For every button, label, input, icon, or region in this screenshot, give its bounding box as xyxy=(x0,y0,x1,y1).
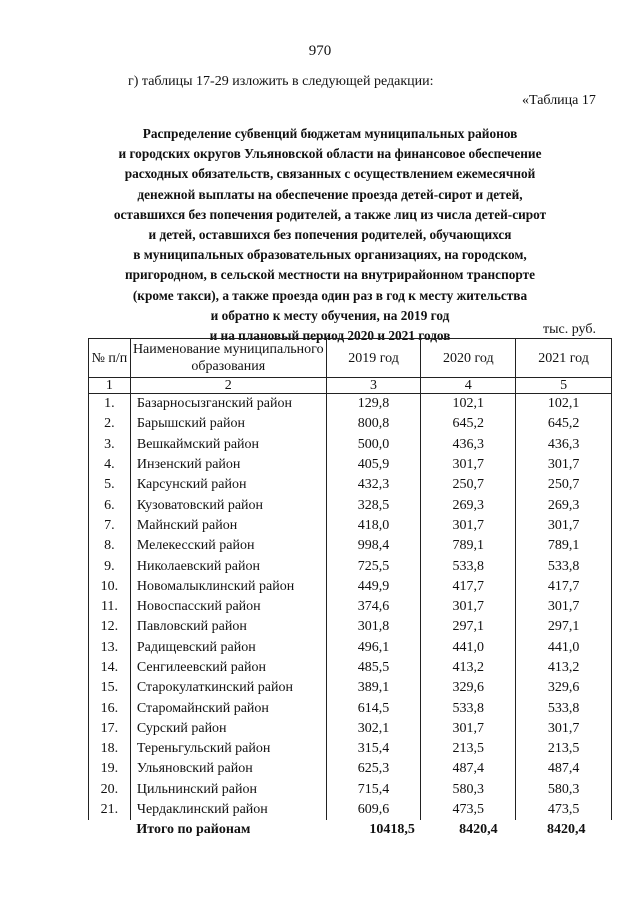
value-2020: 441,0 xyxy=(421,638,516,658)
value-2019: 328,5 xyxy=(326,495,421,515)
value-2020: 301,7 xyxy=(421,516,516,536)
value-2021: 413,2 xyxy=(516,658,612,678)
value-2019: 625,3 xyxy=(326,759,421,779)
column-number: 1 xyxy=(89,378,131,394)
municipality-name: Сенгилеевский район xyxy=(130,658,326,678)
municipality-name: Старокулаткинский район xyxy=(130,678,326,698)
table-row xyxy=(89,759,612,779)
value-2020: 417,7 xyxy=(421,577,516,597)
row-number: 20. xyxy=(89,780,131,800)
table-row xyxy=(89,577,612,597)
header-2020: 2020 год xyxy=(421,339,516,378)
value-2020: 533,8 xyxy=(421,556,516,576)
municipality-name: Сурский район xyxy=(130,719,326,739)
heading-line: и обратно к месту обучения, на 2019 год xyxy=(210,307,450,323)
value-2020: 413,2 xyxy=(421,658,516,678)
value-2020: 301,7 xyxy=(421,597,516,617)
row-number: 21. xyxy=(89,800,131,820)
row-number: 5. xyxy=(89,475,131,495)
heading-line: в муниципальных образовательных организациях, на городском, xyxy=(133,247,527,263)
municipality-name: Базарносызганский район xyxy=(130,394,326,415)
row-number: 10. xyxy=(89,577,131,597)
municipality-name: Новомалыклинский район xyxy=(130,577,326,597)
municipality-name: Инзенский район xyxy=(130,455,326,475)
table-row xyxy=(89,658,612,678)
total-label: Итого по районам xyxy=(136,822,251,838)
table-row xyxy=(89,739,612,759)
row-number: 18. xyxy=(89,739,131,759)
municipality-name: Цильнинский район xyxy=(130,780,326,800)
municipality-name: Майнский район xyxy=(130,516,326,536)
value-2019: 432,3 xyxy=(326,475,421,495)
value-2021: 269,3 xyxy=(516,495,612,515)
municipality-name: Кузоватовский район xyxy=(130,495,326,515)
table-row xyxy=(89,800,612,820)
row-number: 14. xyxy=(89,658,131,678)
value-2019: 405,9 xyxy=(326,455,421,475)
value-2019: 302,1 xyxy=(326,719,421,739)
municipality-name: Радищевский район xyxy=(130,638,326,658)
table-row xyxy=(89,516,612,536)
total-2021: 8420,4 xyxy=(547,822,586,838)
table-row xyxy=(89,719,612,739)
value-2021: 487,4 xyxy=(516,759,612,779)
value-2020: 473,5 xyxy=(421,800,516,820)
heading-line: оставшихся без попечения родителей, а также лиц из числа детей-сирот xyxy=(113,206,547,222)
total-num xyxy=(89,820,131,840)
total-2019: 10418,5 xyxy=(369,822,415,838)
column-number: 4 xyxy=(421,378,516,394)
value-2019: 374,6 xyxy=(326,597,421,617)
value-2021: 580,3 xyxy=(516,780,612,800)
table-row xyxy=(89,780,612,800)
column-number: 5 xyxy=(516,378,612,394)
total-2020: 8420,4 xyxy=(459,822,498,838)
value-2020: 487,4 xyxy=(421,759,516,779)
value-2019: 389,1 xyxy=(326,678,421,698)
municipality-name: Карсунский район xyxy=(130,475,326,495)
heading-line: расходных обязательств, связанных с осуществлением ежемесячной xyxy=(124,166,536,182)
row-number: 1. xyxy=(89,394,131,415)
municipality-name: Чердаклинский район xyxy=(130,800,326,820)
page-number: 970 xyxy=(308,43,332,59)
table-row xyxy=(89,698,612,718)
units-label: тыс. руб. xyxy=(543,322,596,337)
value-2020: 213,5 xyxy=(421,739,516,759)
table-row xyxy=(89,495,612,515)
value-2020: 436,3 xyxy=(421,435,516,455)
value-2019: 715,4 xyxy=(326,780,421,800)
heading-line: и детей, оставшихся без попечения родителей, обучающихся xyxy=(148,227,512,243)
value-2019: 998,4 xyxy=(326,536,421,556)
value-2021: 329,6 xyxy=(516,678,612,698)
value-2021: 301,7 xyxy=(516,516,612,536)
row-number: 19. xyxy=(89,759,131,779)
value-2021: 301,7 xyxy=(516,455,612,475)
table-row xyxy=(89,435,612,455)
table-row xyxy=(89,394,612,415)
value-2021: 533,8 xyxy=(516,698,612,718)
value-2019: 500,0 xyxy=(326,435,421,455)
subvention-table xyxy=(88,338,612,841)
value-2020: 580,3 xyxy=(421,780,516,800)
value-2021: 473,5 xyxy=(516,800,612,820)
value-2021: 789,1 xyxy=(516,536,612,556)
value-2020: 329,6 xyxy=(421,678,516,698)
row-number: 2. xyxy=(89,414,131,434)
value-2019: 418,0 xyxy=(326,516,421,536)
row-number: 9. xyxy=(89,556,131,576)
table-heading xyxy=(80,124,580,346)
value-2020: 250,7 xyxy=(421,475,516,495)
municipality-name: Николаевский район xyxy=(130,556,326,576)
table-row xyxy=(89,536,612,556)
value-2021: 213,5 xyxy=(516,739,612,759)
row-number: 4. xyxy=(89,455,131,475)
heading-line: (кроме такси), а также проезда один раз в год к месту жительства xyxy=(132,287,528,303)
heading-line: денежной выплаты на обеспечение проезда детей-сирот и детей, xyxy=(137,186,523,202)
value-2019: 301,8 xyxy=(326,617,421,637)
table-reference: «Таблица 17 xyxy=(522,93,596,108)
value-2019: 609,6 xyxy=(326,800,421,820)
row-number: 13. xyxy=(89,638,131,658)
table-row xyxy=(89,414,612,434)
table-row xyxy=(89,475,612,495)
row-number: 12. xyxy=(89,617,131,637)
municipality-name: Мелекесский район xyxy=(130,536,326,556)
row-number: 16. xyxy=(89,698,131,718)
intro-text: г) таблицы 17-29 изложить в следующей редакции: xyxy=(128,74,434,89)
municipality-name: Вешкаймский район xyxy=(130,435,326,455)
value-2021: 102,1 xyxy=(516,394,612,415)
value-2019: 485,5 xyxy=(326,658,421,678)
table-row xyxy=(89,617,612,637)
value-2019: 800,8 xyxy=(326,414,421,434)
municipality-name: Барышский район xyxy=(130,414,326,434)
value-2021: 645,2 xyxy=(516,414,612,434)
header-num: № п/п xyxy=(89,339,131,378)
value-2021: 301,7 xyxy=(516,597,612,617)
value-2020: 102,1 xyxy=(421,394,516,415)
column-number: 3 xyxy=(326,378,421,394)
value-2019: 614,5 xyxy=(326,698,421,718)
row-number: 3. xyxy=(89,435,131,455)
value-2020: 301,7 xyxy=(421,455,516,475)
row-number: 17. xyxy=(89,719,131,739)
table-row xyxy=(89,597,612,617)
header-2021: 2021 год xyxy=(516,339,612,378)
row-number: 7. xyxy=(89,516,131,536)
value-2020: 297,1 xyxy=(421,617,516,637)
value-2021: 301,7 xyxy=(516,719,612,739)
value-2021: 297,1 xyxy=(516,617,612,637)
heading-line: пригородном, в сельской местности на внутрирайонном транспорте xyxy=(124,267,536,283)
value-2020: 533,8 xyxy=(421,698,516,718)
table-row xyxy=(89,455,612,475)
header-name: Наименование муниципального образования xyxy=(130,339,326,378)
value-2019: 496,1 xyxy=(326,638,421,658)
value-2021: 533,8 xyxy=(516,556,612,576)
header-2019: 2019 год xyxy=(326,339,421,378)
value-2020: 645,2 xyxy=(421,414,516,434)
municipality-name: Ульяновский район xyxy=(130,759,326,779)
municipality-name: Старомайнский район xyxy=(130,698,326,718)
table-row xyxy=(89,678,612,698)
row-number: 15. xyxy=(89,678,131,698)
heading-line: и городских округов Ульяновской области на финансовое обеспечение xyxy=(118,146,542,162)
value-2019: 129,8 xyxy=(326,394,421,415)
heading-line: Распределение субвенций бюджетам муниципальных районов xyxy=(142,126,518,141)
header-row xyxy=(89,339,612,378)
total-row xyxy=(89,820,612,840)
value-2020: 789,1 xyxy=(421,536,516,556)
value-2019: 725,5 xyxy=(326,556,421,576)
column-number-row xyxy=(89,378,612,394)
municipality-name: Тереньгульский район xyxy=(130,739,326,759)
row-number: 6. xyxy=(89,495,131,515)
municipality-name: Новоспасский район xyxy=(130,597,326,617)
value-2021: 250,7 xyxy=(516,475,612,495)
value-2020: 269,3 xyxy=(421,495,516,515)
value-2019: 315,4 xyxy=(326,739,421,759)
municipality-name: Павловский район xyxy=(130,617,326,637)
column-number: 2 xyxy=(130,378,326,394)
value-2020: 301,7 xyxy=(421,719,516,739)
row-number: 11. xyxy=(89,597,131,617)
table-row xyxy=(89,556,612,576)
value-2021: 441,0 xyxy=(516,638,612,658)
value-2021: 436,3 xyxy=(516,435,612,455)
table-row xyxy=(89,638,612,658)
heading-line: и на плановый период 2020 и 2021 годов xyxy=(209,328,451,344)
row-number: 8. xyxy=(89,536,131,556)
value-2021: 417,7 xyxy=(516,577,612,597)
value-2019: 449,9 xyxy=(326,577,421,597)
